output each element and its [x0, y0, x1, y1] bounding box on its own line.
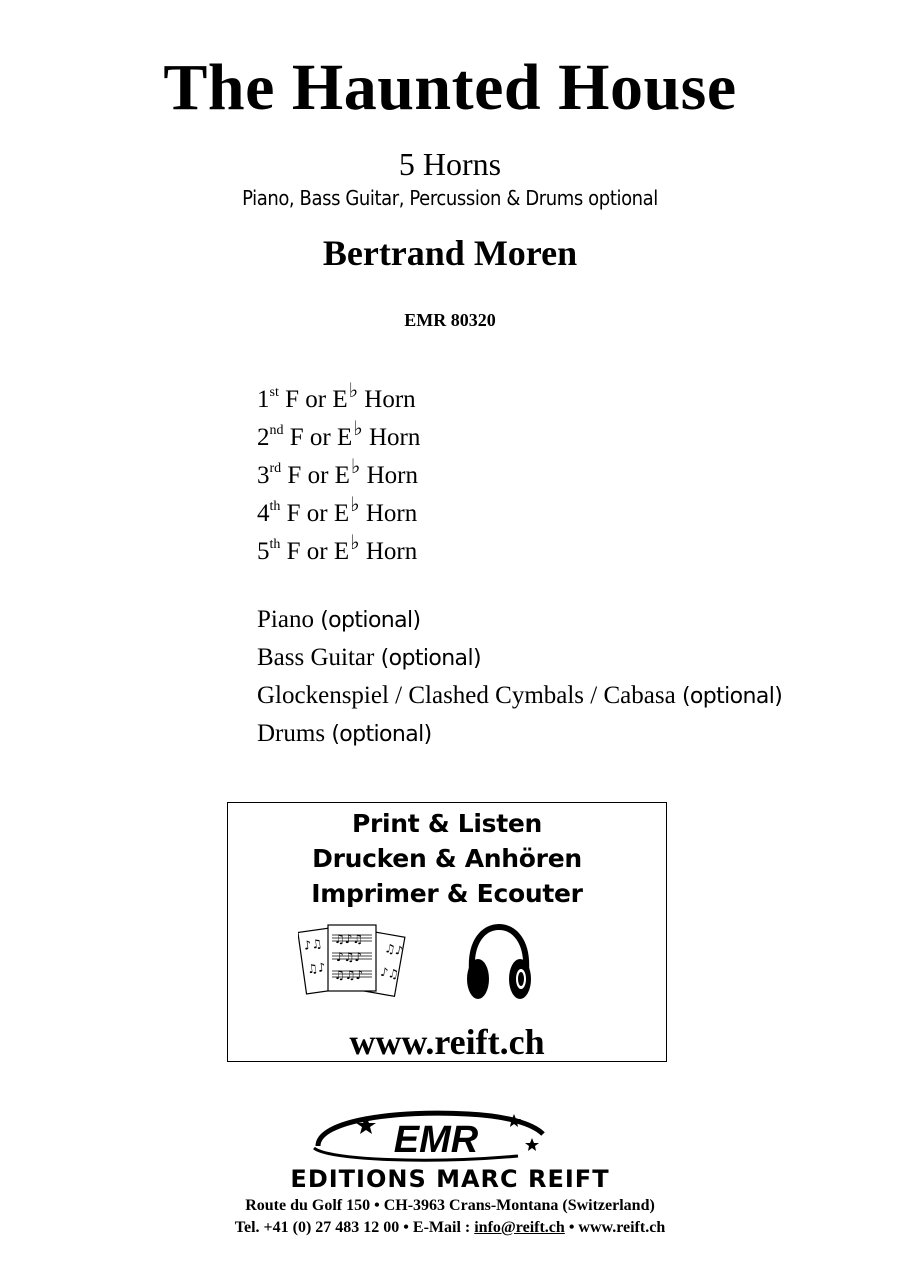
publisher-name: EDITIONS MARC REIFT [290, 1165, 610, 1193]
part-key: F or E [280, 538, 350, 565]
part-horn-4 [257, 492, 417, 528]
svg-text:♫♫♪: ♫♫♪ [334, 968, 364, 982]
optional-note: (optional) [380, 646, 481, 671]
logo-text: EMR [393, 1119, 479, 1161]
part-number: 2 [257, 424, 270, 451]
headphones-icon [464, 923, 534, 1003]
promo-line-french: Imprimer & Ecouter [311, 879, 583, 908]
part-instrument: Horn [358, 386, 416, 413]
ordinal-suffix: th [269, 537, 281, 552]
part-name: Bass Guitar [257, 644, 381, 671]
subtitle: 5 Horns [398, 146, 502, 182]
svg-text:♪♫: ♪♫ [302, 936, 324, 953]
part-horn-1 [257, 378, 416, 414]
email-link[interactable]: info@reift.ch [474, 1219, 565, 1236]
part-name: Drums [257, 720, 332, 747]
optional-note: (optional) [681, 684, 783, 709]
optional-note: (optional) [320, 608, 421, 633]
ordinal-suffix: nd [269, 423, 284, 438]
flat-icon: ♭ [348, 380, 359, 402]
promo-line-german: Drucken & Anhören [312, 844, 582, 873]
part-name: Glockenspiel / Clashed Cymbals / Cabasa [257, 682, 682, 709]
part-instrument: Horn [359, 500, 418, 527]
ordinal-suffix: th [269, 499, 281, 514]
svg-text:♫♪: ♫♪ [306, 960, 327, 977]
ordinal-suffix: st [269, 385, 279, 400]
svg-text:♫♪: ♫♪ [383, 941, 405, 959]
part-number: 4 [257, 500, 270, 527]
emr-logo-icon [308, 1108, 558, 1170]
part-percussion [257, 682, 782, 710]
flat-icon: ♭ [353, 418, 363, 440]
publisher-address: Route du Golf 150 • CH-3963 Crans-Montana (Switzerland) [245, 1197, 655, 1214]
part-number: 3 [257, 462, 270, 489]
part-horn-3 [257, 454, 418, 490]
print-listen-box [227, 802, 667, 1062]
svg-text:♫♪♫: ♫♪♫ [334, 932, 364, 946]
part-horn-5 [257, 530, 417, 566]
sheet-music-icon [298, 921, 410, 1001]
publisher-website[interactable]: • www.reift.ch [564, 1219, 666, 1236]
svg-text:♪♫♪: ♪♫♪ [336, 950, 363, 964]
part-key: F or E [280, 500, 350, 527]
part-bass-guitar [257, 644, 481, 672]
ordinal-suffix: rd [269, 461, 282, 476]
flat-icon: ♭ [350, 456, 361, 478]
part-instrument: Horn [362, 424, 421, 451]
phone-text: Tel. +41 (0) 27 483 12 00 • E-Mail : [234, 1219, 475, 1236]
catalog-number: EMR 80320 [404, 310, 496, 330]
website-link[interactable]: www.reift.ch [349, 1022, 545, 1062]
promo-line-english: Print & Listen [351, 809, 543, 838]
optional-note: (optional) [331, 722, 432, 747]
part-name: Piano [257, 606, 321, 633]
part-piano [257, 606, 421, 634]
part-key: F or E [281, 462, 350, 489]
composer-name: Bertrand Moren [322, 233, 578, 273]
instrumentation-note: Piano, Bass Guitar, Percussion & Drums optional [242, 186, 658, 210]
part-number: 1 [257, 386, 270, 413]
svg-text:♪♫: ♪♫ [379, 964, 400, 982]
page-title: The Haunted House [163, 51, 737, 124]
part-key: F or E [283, 424, 353, 451]
flat-icon: ♭ [350, 494, 360, 516]
publisher-contact [0, 1219, 900, 1237]
part-drums [257, 720, 432, 748]
part-key: F or E [278, 386, 348, 413]
part-horn-2 [257, 416, 420, 452]
part-instrument: Horn [359, 538, 418, 565]
part-instrument: Horn [360, 462, 418, 489]
part-number: 5 [257, 538, 270, 565]
flat-icon: ♭ [350, 532, 360, 554]
